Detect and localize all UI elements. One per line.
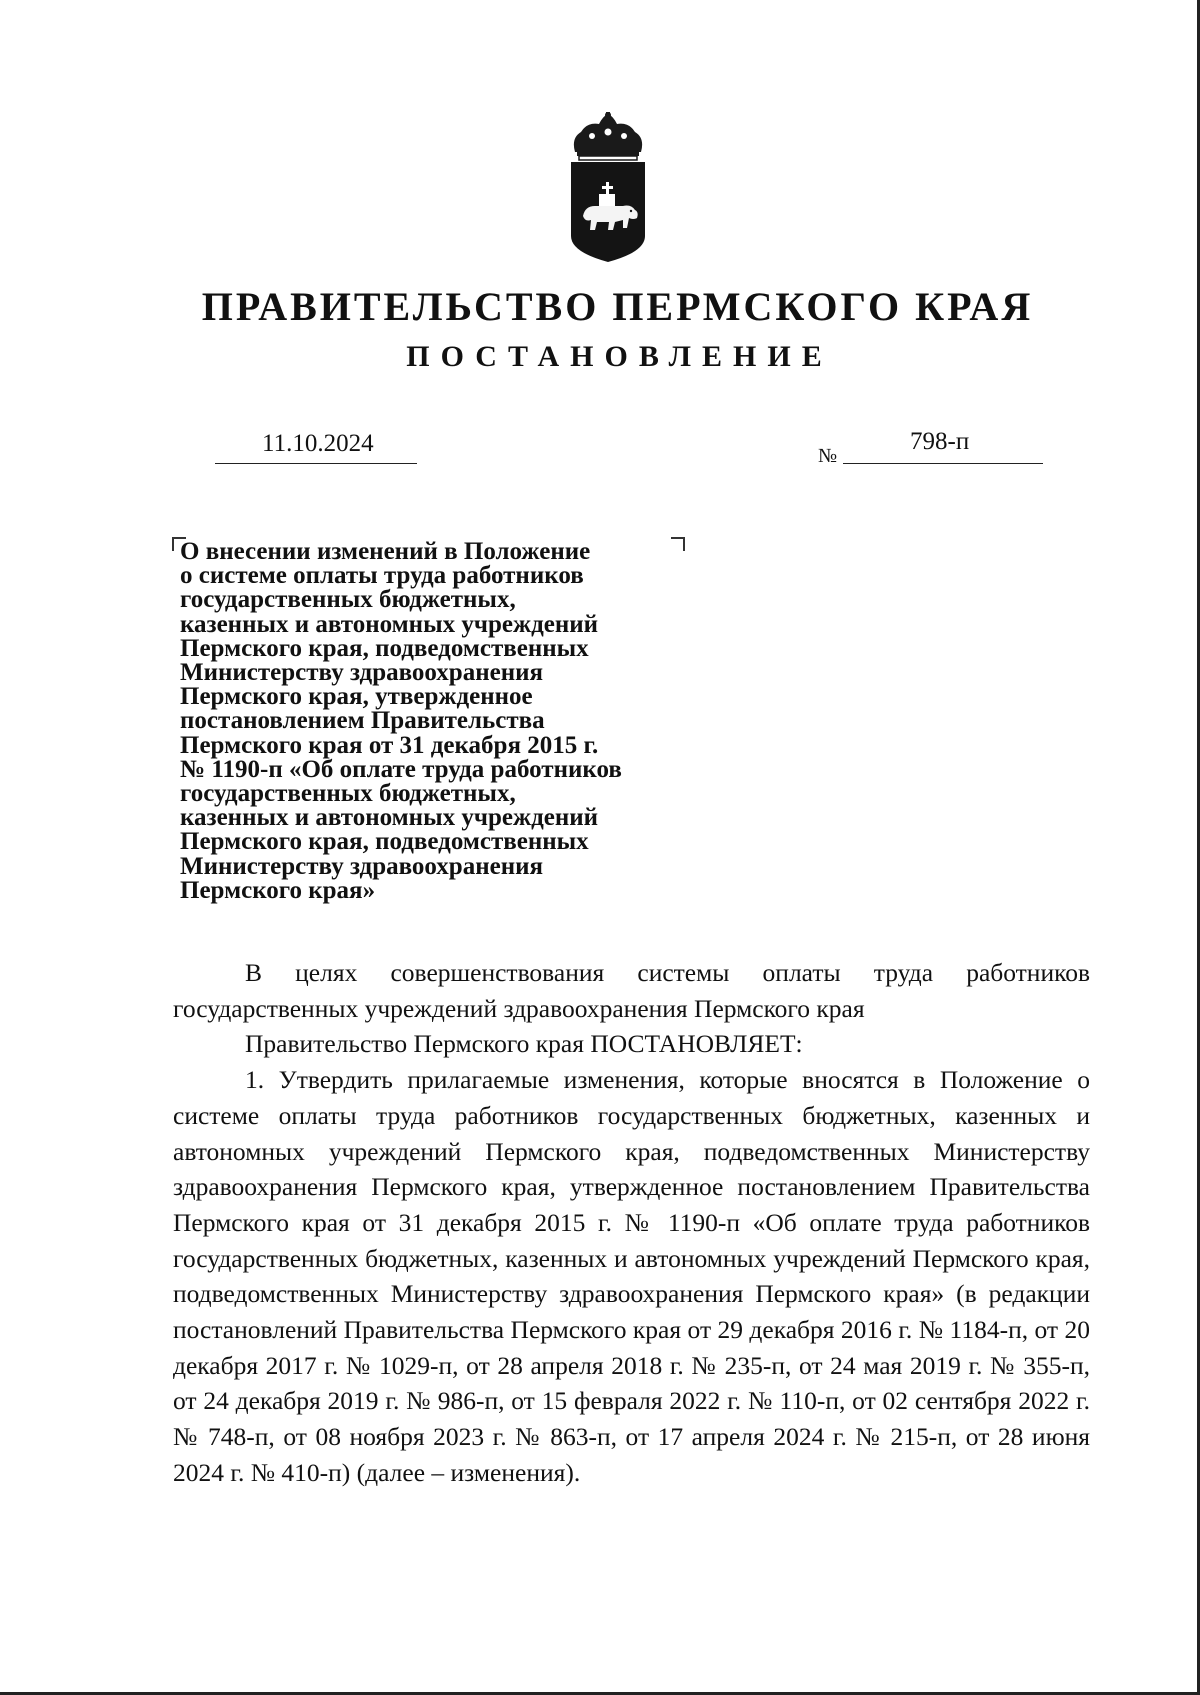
- item-1-paragraph: 1. Утвердить прилагаемые изменения, которые вносятся в Положение о системе оплаты труда работников государственных бюджетных, казенных и автономных учреждений Пермского края, подведомственных Министерству здравоохранения Пермского края, утвержденное постановлением Правительства Пермского края от 31 декабря 2015 г. № 1190-п «Об оплате труда работников государственных бюджетных, казенных и автономных учреждений Пермского края, подведомственных Министерству здравоохранения Пермского края» (в редакции постановлений Правительства Пермского края от 29 декабря 2016 г. № 1184-п, от 20 декабря 2017 г. № 1029-п, от 28 апреля 2018 г. № 235-п, от 24 мая 2019 г. № 355-п, от 24 декабря 2019 г. № 986-п, от 15 февраля 2022 г. № 110-п, от 02 сентября 2022 г. № 748-п, от 08 ноября 2023 г. № 863-п, от 17 апреля 2024 г. № 215-п, от 28 июня 2024 г. № 410-п) (далее – изменения).: [173, 1065, 1090, 1487]
- subject-line: № 1190-п «Об оплате труда работников: [180, 755, 622, 783]
- subject-line: О внесении изменений в Положение: [180, 538, 591, 565]
- subject-line: Пермского края, подведомственных: [180, 828, 589, 856]
- subject-line: постановлением Правительства: [180, 707, 545, 735]
- document-number: 798-п: [910, 428, 970, 455]
- preamble-paragraph: В целях совершенствования системы оплаты труда работников государственных учреждений здравоохранения Пермского края: [173, 958, 1090, 1023]
- subject-line: казенных и автономных учреждений: [180, 610, 599, 638]
- subject-line: Пермского края от 31 декабря 2015 г.: [180, 731, 599, 759]
- subject-line: Министерству здравоохранения: [180, 852, 544, 880]
- number-underline: [843, 463, 1043, 464]
- resolution-paragraph: Правительство Пермского края ПОСТАНОВЛЯЕТ:: [245, 1029, 803, 1059]
- subject-line: государственных бюджетных,: [180, 586, 516, 614]
- document-date: 11.10.2024: [262, 430, 374, 457]
- subject-line: казенных и автономных учреждений: [180, 804, 599, 832]
- subject-line: Министерству здравоохранения: [180, 659, 544, 687]
- date-underline: [215, 463, 417, 464]
- coat-of-arms-icon: [565, 112, 651, 264]
- number-sign: №: [818, 445, 838, 467]
- subject-line: государственных бюджетных,: [180, 780, 516, 808]
- document-type: ПОСТАНОВЛЕНИЕ: [406, 340, 833, 373]
- document-subject: [180, 540, 700, 903]
- subject-line: Пермского края»: [180, 876, 376, 904]
- government-title: ПРАВИТЕЛЬСТВО ПЕРМСКОГО КРАЯ: [201, 284, 1034, 329]
- subject-line: Пермского края, утвержденное: [180, 683, 533, 711]
- subject-line: о системе оплаты труда работников: [180, 562, 584, 590]
- subject-line: Пермского края, подведомственных: [180, 634, 589, 662]
- document-body: [173, 955, 1090, 1491]
